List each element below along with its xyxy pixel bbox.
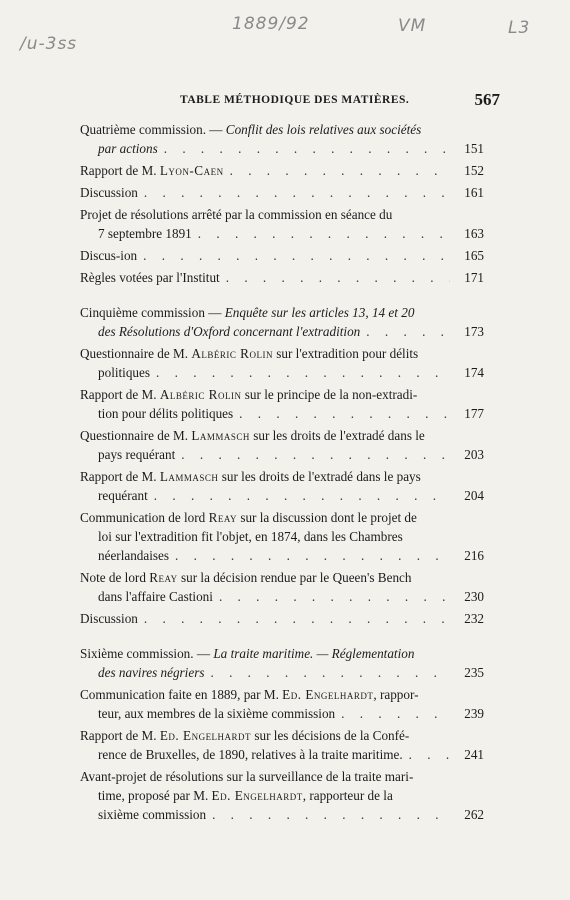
- entry-page: 165: [464, 248, 484, 263]
- entry-dash: —: [206, 122, 226, 137]
- entry-page: 203: [464, 447, 484, 462]
- page-header: [80, 92, 500, 116]
- entry-text: Communication de lord: [80, 510, 209, 525]
- author-name: Lammasch: [159, 469, 219, 484]
- entry-text: Questionnaire de M.: [80, 346, 192, 361]
- entry-text-cont: sur les droits de l'extradé dans le pays: [218, 469, 421, 484]
- toc-entry: [80, 268, 484, 287]
- entry-page: 161: [464, 185, 484, 200]
- dot-leader: [409, 745, 450, 764]
- toc-entry: [80, 120, 484, 158]
- handwritten-note-initials: VM: [398, 16, 427, 36]
- page-title: TABLE MÉTHODIQUE DES MATIÈRES.: [180, 94, 410, 106]
- author-name: Reay: [208, 510, 238, 525]
- toc-entry: [80, 344, 484, 382]
- toc-entry: [80, 467, 484, 505]
- dot-leader: [144, 183, 450, 202]
- entry-text: Règles votées par l'Institut: [80, 270, 220, 285]
- entry-text-cont: 7 septembre 1891: [98, 226, 192, 241]
- author-name: Ed. Engelhardt: [211, 788, 303, 803]
- author-name: Reay: [149, 570, 178, 585]
- dot-leader: [198, 224, 450, 243]
- toc-entry: [80, 205, 484, 243]
- entry-text-cont: sur la décision rendue par le Queen's Bench: [177, 570, 412, 585]
- entry-text: Questionnaire de M.: [80, 428, 192, 443]
- dot-leader: [212, 805, 450, 824]
- entry-text: Rapport de M. Lyon-Caen: [80, 163, 224, 178]
- entry-page: 262: [464, 807, 484, 822]
- dot-leader: [239, 404, 450, 423]
- entry-text-cont: teur, aux membres de la sixième commission: [98, 706, 336, 721]
- entry-text-cont: sur les droits de l'extradé dans le: [249, 428, 425, 443]
- entry-page: 216: [464, 548, 484, 563]
- entry-page: 204: [464, 488, 484, 503]
- section-sixieme-commission: [80, 644, 484, 824]
- entry-dash: —: [204, 305, 225, 320]
- entry-text: Rapport de M.: [80, 469, 160, 484]
- toc-entry: [80, 246, 484, 265]
- section-quatrieme-commission: [80, 120, 484, 287]
- entry-page: 174: [464, 365, 484, 380]
- toc-entry: [80, 385, 484, 423]
- author-name: Lyon-Caen: [159, 163, 224, 178]
- dot-leader: [154, 486, 450, 505]
- table-of-contents: [80, 120, 484, 840]
- entry-text-cont: time, proposé par M.: [98, 788, 212, 803]
- entry-text-cont: néerlandaises: [98, 548, 170, 563]
- entry-text: Sixième commission.: [80, 646, 194, 661]
- entry-page: 152: [464, 163, 484, 178]
- entry-subtitle-cont: des Résolutions d'Oxford concernant l'extradition: [98, 324, 361, 339]
- entry-text: Projet de résolutions arrêté par la commission en séance du: [80, 207, 393, 222]
- entry-text: Cinquième commission: [80, 305, 205, 320]
- toc-entry: [80, 508, 484, 565]
- dot-leader: [366, 322, 450, 341]
- entry-page: 173: [464, 324, 484, 339]
- entry-text: Discussion: [80, 185, 138, 200]
- dot-leader: [175, 546, 450, 565]
- entry-subtitle-cont: par actions: [98, 141, 158, 156]
- entry-text-cont: sur l'extradition pour délits: [272, 346, 419, 361]
- toc-entry: [80, 568, 484, 606]
- entry-text-cont: rence de Bruxelles, de 1890, relatives à la traite maritime.: [98, 747, 403, 762]
- dot-leader: [156, 363, 450, 382]
- entry-text-cont: sixième commission: [98, 807, 207, 822]
- dot-leader: [230, 161, 450, 180]
- entry-text-cont: pays requérant: [98, 447, 176, 462]
- dot-leader: [226, 268, 450, 287]
- entry-text-cont: dans l'affaire Castioni: [98, 589, 213, 604]
- toc-entry: [80, 685, 484, 723]
- dot-leader: [210, 663, 450, 682]
- entry-text-cont: sur les décisions de la Confé-: [251, 728, 410, 743]
- dot-leader: [181, 445, 450, 464]
- toc-entry: [80, 161, 484, 180]
- entry-text: Avant-projet de résolutions sur la surveillance de la traite mari-: [80, 769, 414, 784]
- dot-leader: [219, 587, 450, 606]
- entry-text: Discussion: [80, 611, 138, 626]
- author-name: Ed. Engelhardt: [159, 728, 252, 743]
- entry-text: Rapport de M.: [80, 387, 160, 402]
- toc-entry: [80, 303, 484, 341]
- page-number: 567: [474, 90, 500, 109]
- entry-text: Rapport de M.: [80, 728, 160, 743]
- dot-leader: [164, 139, 450, 158]
- entry-page: 163: [464, 226, 484, 241]
- author-name: Albéric Rolin: [191, 346, 273, 361]
- dot-leader: [144, 609, 450, 628]
- author-name: Lammasch: [191, 428, 250, 443]
- entry-subtitle: Enquête sur les articles 13, 14 et 20: [224, 305, 415, 320]
- entry-text-cont: tion pour délits politiques: [98, 406, 234, 421]
- toc-entry: [80, 426, 484, 464]
- handwritten-note-left: /u-3ss: [20, 34, 78, 54]
- entry-subtitle-cont: des navires négriers: [98, 665, 205, 680]
- entry-text-cont: requérant: [98, 488, 148, 503]
- section-cinquieme-commission: [80, 303, 484, 628]
- dot-leader: [143, 246, 450, 265]
- entry-page: 232: [464, 611, 484, 626]
- entry-text-cont: , rapporteur de la: [302, 788, 393, 803]
- entry-subtitle: Conflit des lois relatives aux sociétés: [225, 122, 422, 137]
- toc-entry: [80, 183, 484, 202]
- entry-dash: —: [193, 646, 214, 661]
- entry-text: Note de lord: [80, 570, 150, 585]
- toc-entry: [80, 644, 484, 682]
- toc-entry: [80, 726, 484, 764]
- entry-text-cont: loi sur l'extradition fit l'objet, en 1874, dans les Chambres: [98, 529, 403, 544]
- entry-text-cont: sur le principe de la non-extradi-: [241, 387, 418, 402]
- entry-text: Discus-ion: [80, 248, 138, 263]
- entry-page: 241: [464, 747, 484, 762]
- entry-page: 171: [464, 270, 484, 285]
- author-name: Ed. Engelhardt: [282, 687, 374, 702]
- entry-page: 235: [464, 665, 484, 680]
- author-name: Albéric Rolin: [159, 387, 242, 402]
- entry-page: 230: [464, 589, 484, 604]
- entry-text-cont: politiques: [98, 365, 151, 380]
- entry-page: 239: [464, 706, 484, 721]
- entry-page: 177: [464, 406, 484, 421]
- entry-page: 151: [464, 141, 484, 156]
- toc-entry: [80, 609, 484, 628]
- toc-entry: [80, 767, 484, 824]
- entry-text-cont: , rappor-: [373, 687, 419, 702]
- handwritten-note-right: L3: [508, 18, 531, 38]
- entry-subtitle: La traite maritime. — Réglementation: [213, 646, 415, 661]
- dot-leader: [341, 704, 450, 723]
- entry-text-cont: sur la discussion dont le projet de: [237, 510, 417, 525]
- entry-text: Quatrième commission.: [80, 122, 206, 137]
- handwritten-note-year: 1889/92: [232, 14, 310, 34]
- entry-text: Communication faite en 1889, par M.: [80, 687, 283, 702]
